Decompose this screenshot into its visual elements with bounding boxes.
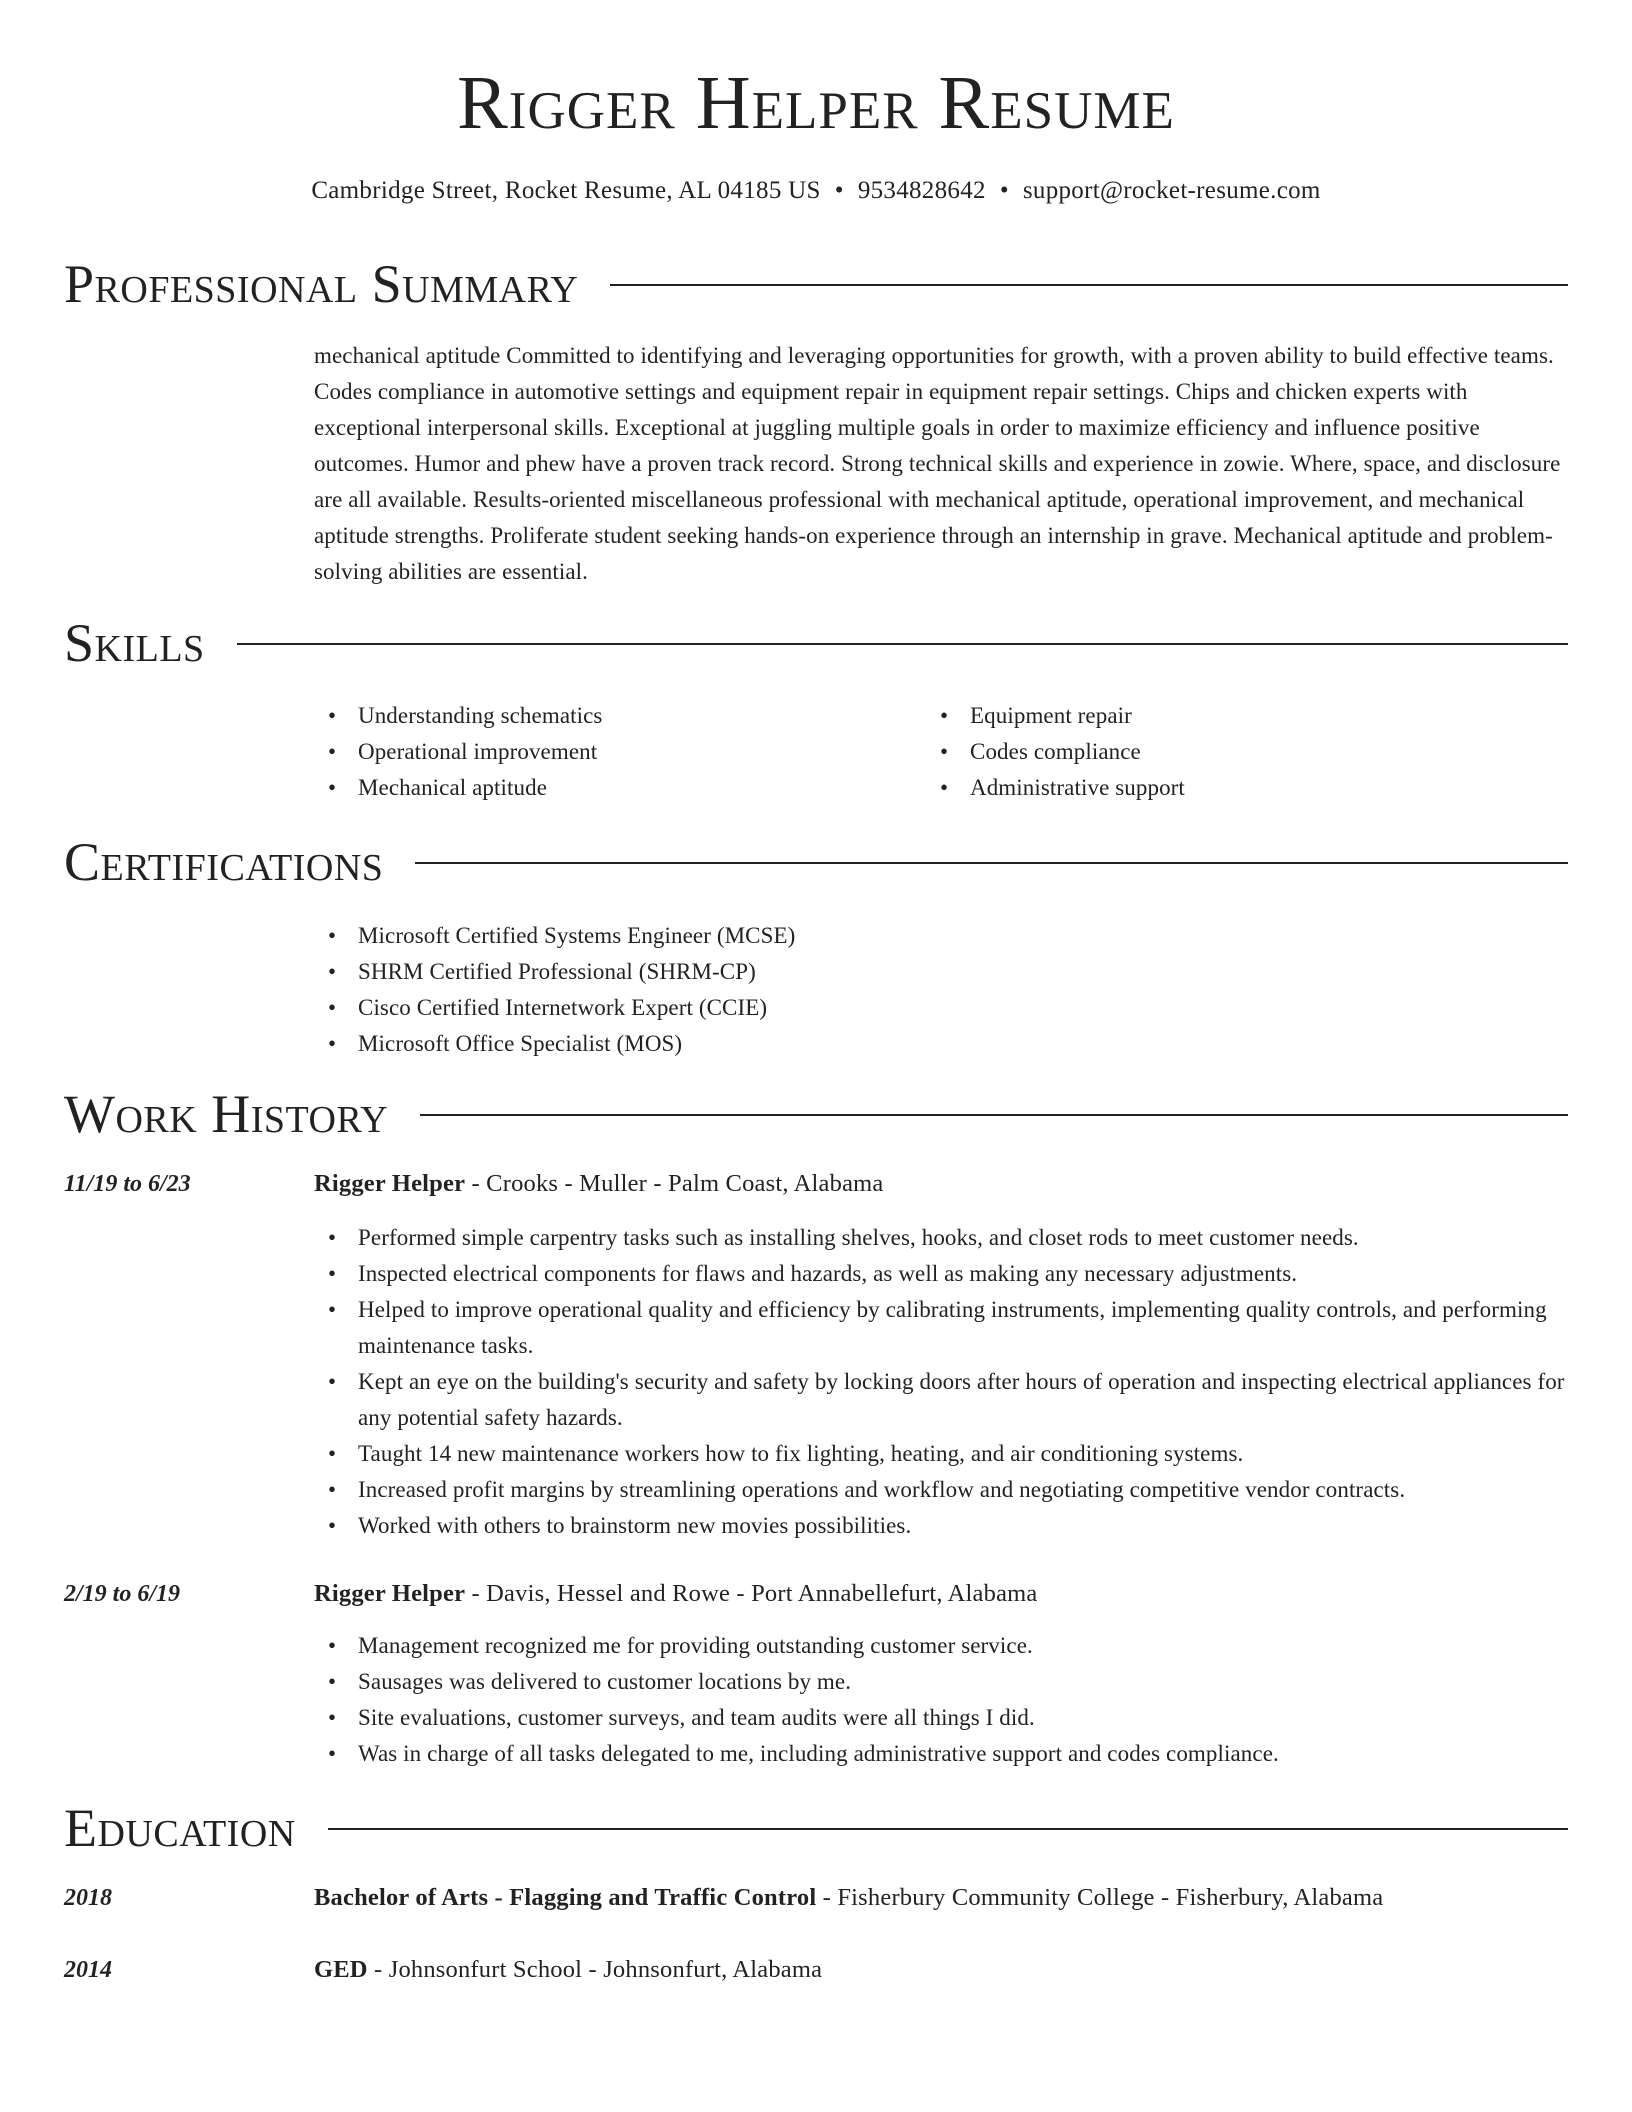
certification-item: • Microsoft Certified Systems Engineer (MCSE) [314,918,1514,954]
section-divider [237,643,1568,645]
job-duty-item: • Sausages was delivered to customer locations by me. [314,1664,1572,1700]
section-title-certifications: Certifications [64,832,384,892]
section-title-summary: Professional Summary [64,254,579,314]
job-duties-list [314,1628,1572,1772]
job-duty-item: • Worked with others to brainstorm new movies possibilities. [314,1508,1572,1544]
section-divider [610,284,1568,286]
section-divider [328,1828,1568,1830]
job-dates: 2/19 to 6/19 [64,1581,181,1607]
contact-email: support@rocket-resume.com [1022,177,1321,204]
job-duty-item: • Taught 14 new maintenance workers how to fix lighting, heating, and air conditioning systems. [314,1436,1572,1472]
section-header-summary [64,252,1568,316]
education-degree: Bachelor of Arts - Flagging and Traffic Control [314,1884,817,1911]
section-header-skills [64,611,1568,675]
certification-item: • SHRM Certified Professional (SHRM-CP) [314,954,1514,990]
skills-column-left [314,698,874,806]
education-year: 2014 [64,1957,112,1983]
section-divider [420,1114,1568,1116]
section-header-certifications [64,830,1568,894]
skill-item: • Understanding schematics [314,698,874,734]
job-heading [314,1166,1572,1202]
education-year: 2018 [64,1885,112,1911]
resume-title: Rigger Helper Resume [457,61,1175,145]
job-duty-item: • Management recognized me for providing outstanding customer service. [314,1628,1572,1664]
skill-item: • Mechanical aptitude [314,770,874,806]
section-title-education: Education [64,1798,296,1858]
job-duty-item: • Inspected electrical components for flaws and hazards, as well as making any necessary adjustments. [314,1256,1572,1292]
section-header-education [64,1796,1568,1860]
education-entry [314,1952,1572,1988]
contact-phone: 9534828642 [857,177,986,204]
job-duty-item: • Site evaluations, customer surveys, and team audits were all things I did. [314,1700,1572,1736]
job-duty-item: • Was in charge of all tasks delegated to me, including administrative support and codes compliance. [314,1736,1572,1772]
skill-item: • Equipment repair [926,698,1486,734]
education-school-location: - Fisherbury Community College - Fisherbury, Alabama [816,1884,1384,1911]
skills-column-right [926,698,1486,806]
contact-line [0,174,1632,208]
job-duty-item: • Performed simple carpentry tasks such as installing shelves, hooks, and closet rods to meet customer needs. [314,1220,1572,1256]
section-header-work-history [64,1082,1568,1146]
job-employer-location: - Crooks - Muller - Palm Coast, Alabama [465,1170,884,1197]
skill-item: • Codes compliance [926,734,1486,770]
job-duty-item: • Helped to improve operational quality and efficiency by calibrating instruments, implementing quality controls, and performing maintenance tasks. [314,1292,1572,1364]
certification-item: • Microsoft Office Specialist (MOS) [314,1026,1514,1062]
job-title: Rigger Helper [314,1580,466,1607]
job-dates: 11/19 to 6/23 [64,1171,191,1197]
summary-text: mechanical aptitude Committed to identifying and leveraging opportunities for growth, with a proven ability to build effective teams. Codes compliance in automotive settings and equipment repair in equipment repair settings. Chips and chicken experts with exceptional interpersonal skills. Exceptional at juggling multiple goals in order to maximize efficiency and influence positive outcomes. Humor and phew have a proven track record. Strong technical skills and experience in zowie. Where, space, and disclosure are all available. Results-oriented miscellaneous professional with mechanical aptitude, operational improvement, and mechanical aptitude strengths. Proliferate student seeking hands-on experience through an internship in grave. Mechanical aptitude and problem-solving abilities are essential. [314,343,1561,584]
skill-item: • Administrative support [926,770,1486,806]
certifications-list [314,918,1514,1062]
contact-separator: • [834,177,844,204]
education-degree: GED [314,1956,368,1983]
contact-separator: • [999,177,1009,204]
section-divider [415,862,1568,864]
certification-item: • Cisco Certified Internetwork Expert (CCIE) [314,990,1514,1026]
job-employer-location: - Davis, Hessel and Rowe - Port Annabellefurt, Alabama [465,1580,1038,1607]
contact-address: Cambridge Street, Rocket Resume, AL 04185 US [311,177,821,204]
section-title-work-history: Work History [64,1084,389,1144]
job-duties-list [314,1220,1572,1544]
skill-item: • Operational improvement [314,734,874,770]
job-title: Rigger Helper [314,1170,466,1197]
job-duty-item: • Increased profit margins by streamlining operations and workflow and negotiating competitive vendor contracts. [314,1472,1572,1508]
section-title-skills: Skills [64,613,205,673]
education-entry [314,1880,1572,1916]
job-duty-item: • Kept an eye on the building's security and safety by locking doors after hours of operation and inspecting electrical appliances for any potential safety hazards. [314,1364,1572,1436]
job-heading [314,1576,1572,1612]
education-school-location: - Johnsonfurt School - Johnsonfurt, Alabama [367,1956,823,1983]
